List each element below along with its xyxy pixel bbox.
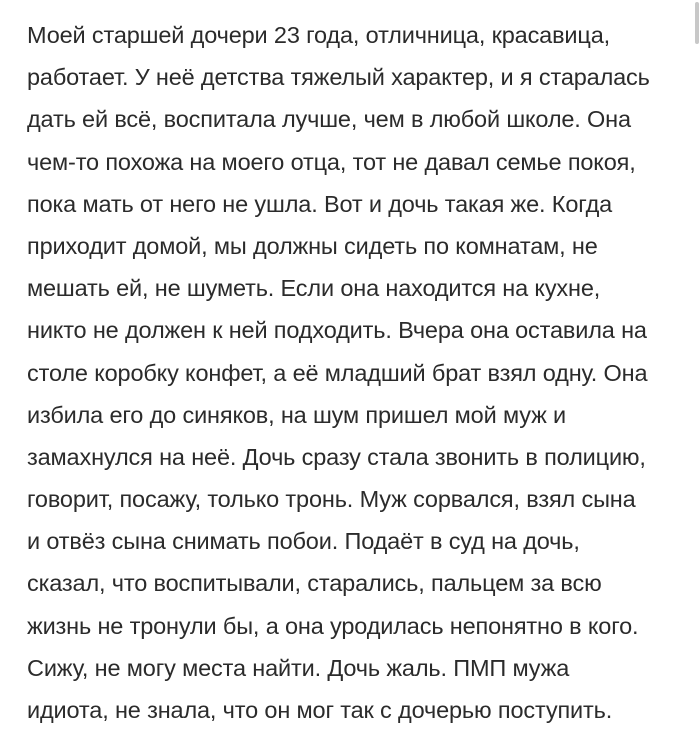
text-line: замахнулся на неё. Дочь сразу стала звонить в полицию, [27, 443, 646, 470]
text-line: пока мать от него не ушла. Вот и дочь такая же. Когда [27, 190, 613, 217]
text-line: сказал, что воспитывали, старались, пальцем за всю [27, 570, 602, 597]
text-line: мешать ей, не шуметь. Если она находится на кухне, [27, 275, 601, 302]
text-line: избила его до синяков, на шум пришел мой муж и [27, 401, 567, 428]
text-line: чем-то похожа на моего отца, тот не давал семье покоя, [27, 148, 636, 175]
text-line: Моей старшей дочери 23 года, отличница, красавица, [27, 22, 611, 48]
text-line: Сижу, не могу места найти. Дочь жаль. ПМП мужа [27, 654, 570, 681]
text-line: идиота, не знала, что он мог так с дочерью поступить. [27, 697, 613, 723]
text-line: говорит, посажу, только тронь. Муж сорвался, взял сына [27, 486, 636, 513]
scrollbar-thumb[interactable] [695, 2, 699, 44]
text-line: столе коробку конфет, а её младший брат взял одну. Она [27, 359, 648, 386]
text-line: приходит домой, мы должны сидеть по комнатам, не [27, 232, 598, 259]
text-line: никто не должен к ней подходить. Вчера она оставила на [27, 317, 647, 344]
text-line: работает. У неё детства тяжелый характер, и я старалась [27, 64, 650, 91]
text-line: дать ей всё, воспитала лучше, чем в любой школе. Она [27, 106, 631, 133]
post-text [27, 14, 687, 731]
scrollbar[interactable] [693, 0, 700, 709]
text-line: жизнь не тронули бы, а она уродилась непонятно в кого. [27, 612, 639, 639]
text-line: и отвёз сына снимать побои. Подаёт в суд на дочь, [27, 528, 580, 555]
